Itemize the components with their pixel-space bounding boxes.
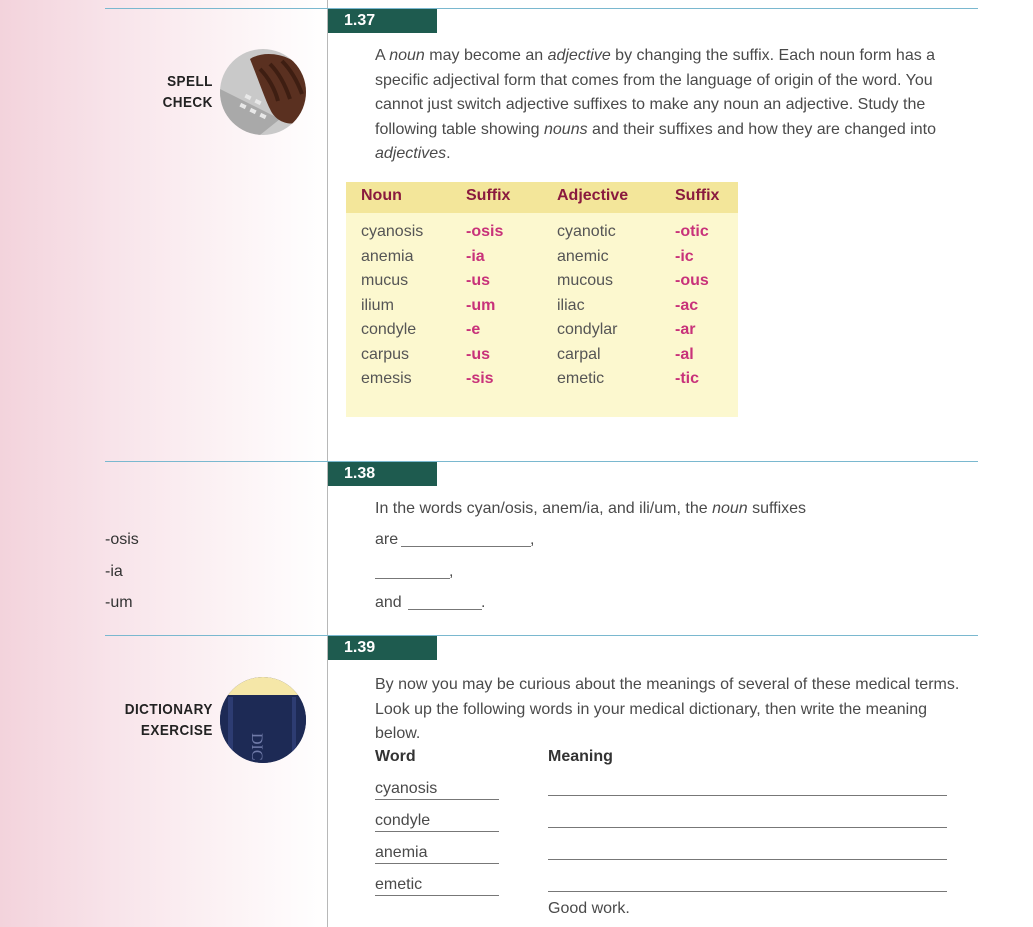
meaning-answer-line[interactable] xyxy=(548,859,947,860)
table-word-cell: mucus xyxy=(361,272,409,289)
dictionary-word: cyanosis xyxy=(375,780,438,797)
table-suffix-cell: -ic xyxy=(675,247,694,265)
meaning-column-header: Meaning xyxy=(548,748,613,765)
period: . xyxy=(481,594,486,611)
blank-answer-3[interactable] xyxy=(408,609,482,610)
frame-number-1-38: 1.38 xyxy=(328,462,437,486)
word-underline xyxy=(375,895,499,896)
comma: , xyxy=(530,531,535,548)
table-suffix-cell: -us xyxy=(466,272,490,289)
header-suffix: Suffix xyxy=(466,187,511,204)
suffix-table xyxy=(346,182,738,417)
table-suffix-cell: -ar xyxy=(675,321,696,338)
table-suffix-cell: -otic xyxy=(675,223,709,240)
table-suffix-cell: -ac xyxy=(675,296,699,314)
table-word-cell: carpal xyxy=(557,345,601,363)
meaning-answer-line[interactable] xyxy=(548,891,947,892)
answer-um: -um xyxy=(105,594,133,611)
meaning-answer-line[interactable] xyxy=(548,795,947,796)
spell-check-label: SPELL CHECK xyxy=(162,73,213,111)
table-word-cell: cyanosis xyxy=(361,223,424,240)
table-suffix-cell: -sis xyxy=(466,370,494,387)
comma: , xyxy=(449,563,454,580)
dictionary-word: anemia xyxy=(375,844,428,861)
are-word: are xyxy=(375,531,399,548)
table-word-cell: emesis xyxy=(361,370,412,387)
word-underline xyxy=(375,831,499,832)
dictionary-word: emetic xyxy=(375,876,423,893)
table-suffix-cell: -um xyxy=(466,296,496,314)
answer-ia: -ia xyxy=(105,563,123,580)
table-word-cell: carpus xyxy=(361,345,410,363)
meaning-answer-line[interactable] xyxy=(548,827,947,828)
frame-138-prompt: In the words cyan/osis, anem/ia, and ili/um, the noun suffixes xyxy=(375,500,807,517)
header-adjective: Adjective xyxy=(557,187,629,204)
blank-answer-2[interactable] xyxy=(375,578,450,579)
answer-osis: -osis xyxy=(105,531,139,548)
table-word-cell: condyle xyxy=(361,321,417,338)
table-suffix-cell: -tic xyxy=(675,370,699,387)
blank-answer-1[interactable] xyxy=(401,546,531,547)
frame-number-1-37: 1.37 xyxy=(328,9,437,33)
table-word-cell: mucous xyxy=(557,272,614,289)
frame-number-1-39: 1.39 xyxy=(328,636,437,660)
table-word-cell: condylar xyxy=(557,321,618,338)
table-word-cell: iliac xyxy=(557,296,585,314)
closing-text: Good work. xyxy=(548,900,630,917)
typing-hands-photo xyxy=(220,49,306,135)
word-underline xyxy=(375,863,499,864)
header-noun: Noun xyxy=(361,187,402,204)
margin-background xyxy=(0,0,327,927)
and-word: and xyxy=(375,594,402,611)
table-header-row xyxy=(346,182,738,213)
table-suffix-cell: -osis xyxy=(466,223,504,240)
frame-divider xyxy=(105,8,978,9)
table-suffix-cell: -al xyxy=(675,345,694,363)
table-word-cell: anemia xyxy=(361,247,414,265)
table-suffix-cell: -ous xyxy=(675,272,709,289)
table-suffix-cell: -e xyxy=(466,321,481,338)
typing-hands-icon xyxy=(220,49,306,135)
dictionary-word: condyle xyxy=(375,812,431,829)
spell-check-text: A noun may become an adjective by changing the suffix. Each noun form has a specific adjectival form that comes from the language of origin of the word. You cannot just switch adjective suffixes to make any noun an adjective. Study the following table showing nouns and their suffixes and how they are changed into adjectives. xyxy=(375,47,936,162)
dictionary-intro: By now you may be curious about the meanings of several of these medical terms. Look up the following words in your medical dictionary, then write the meaning below. xyxy=(375,676,960,742)
table-suffix-cell: -us xyxy=(466,345,490,363)
table-word-cell: emetic xyxy=(557,370,605,387)
table-suffix-cell: -ia xyxy=(466,247,485,265)
table-word-cell: ilium xyxy=(361,296,394,314)
dictionary-photo xyxy=(220,677,306,763)
header-suffix-2: Suffix xyxy=(675,187,720,204)
dictionary-exercise-label: DICTIONARY EXERCISE xyxy=(124,701,213,739)
table-word-cell: cyanotic xyxy=(557,223,616,240)
frame-divider xyxy=(105,635,978,636)
table-word-cell: anemic xyxy=(557,247,609,265)
frame-divider xyxy=(105,461,978,462)
word-column-header: Word xyxy=(375,748,416,765)
svg-text:DIC: DIC xyxy=(248,733,265,761)
dictionary-book-icon xyxy=(220,677,306,763)
word-underline xyxy=(375,799,499,800)
